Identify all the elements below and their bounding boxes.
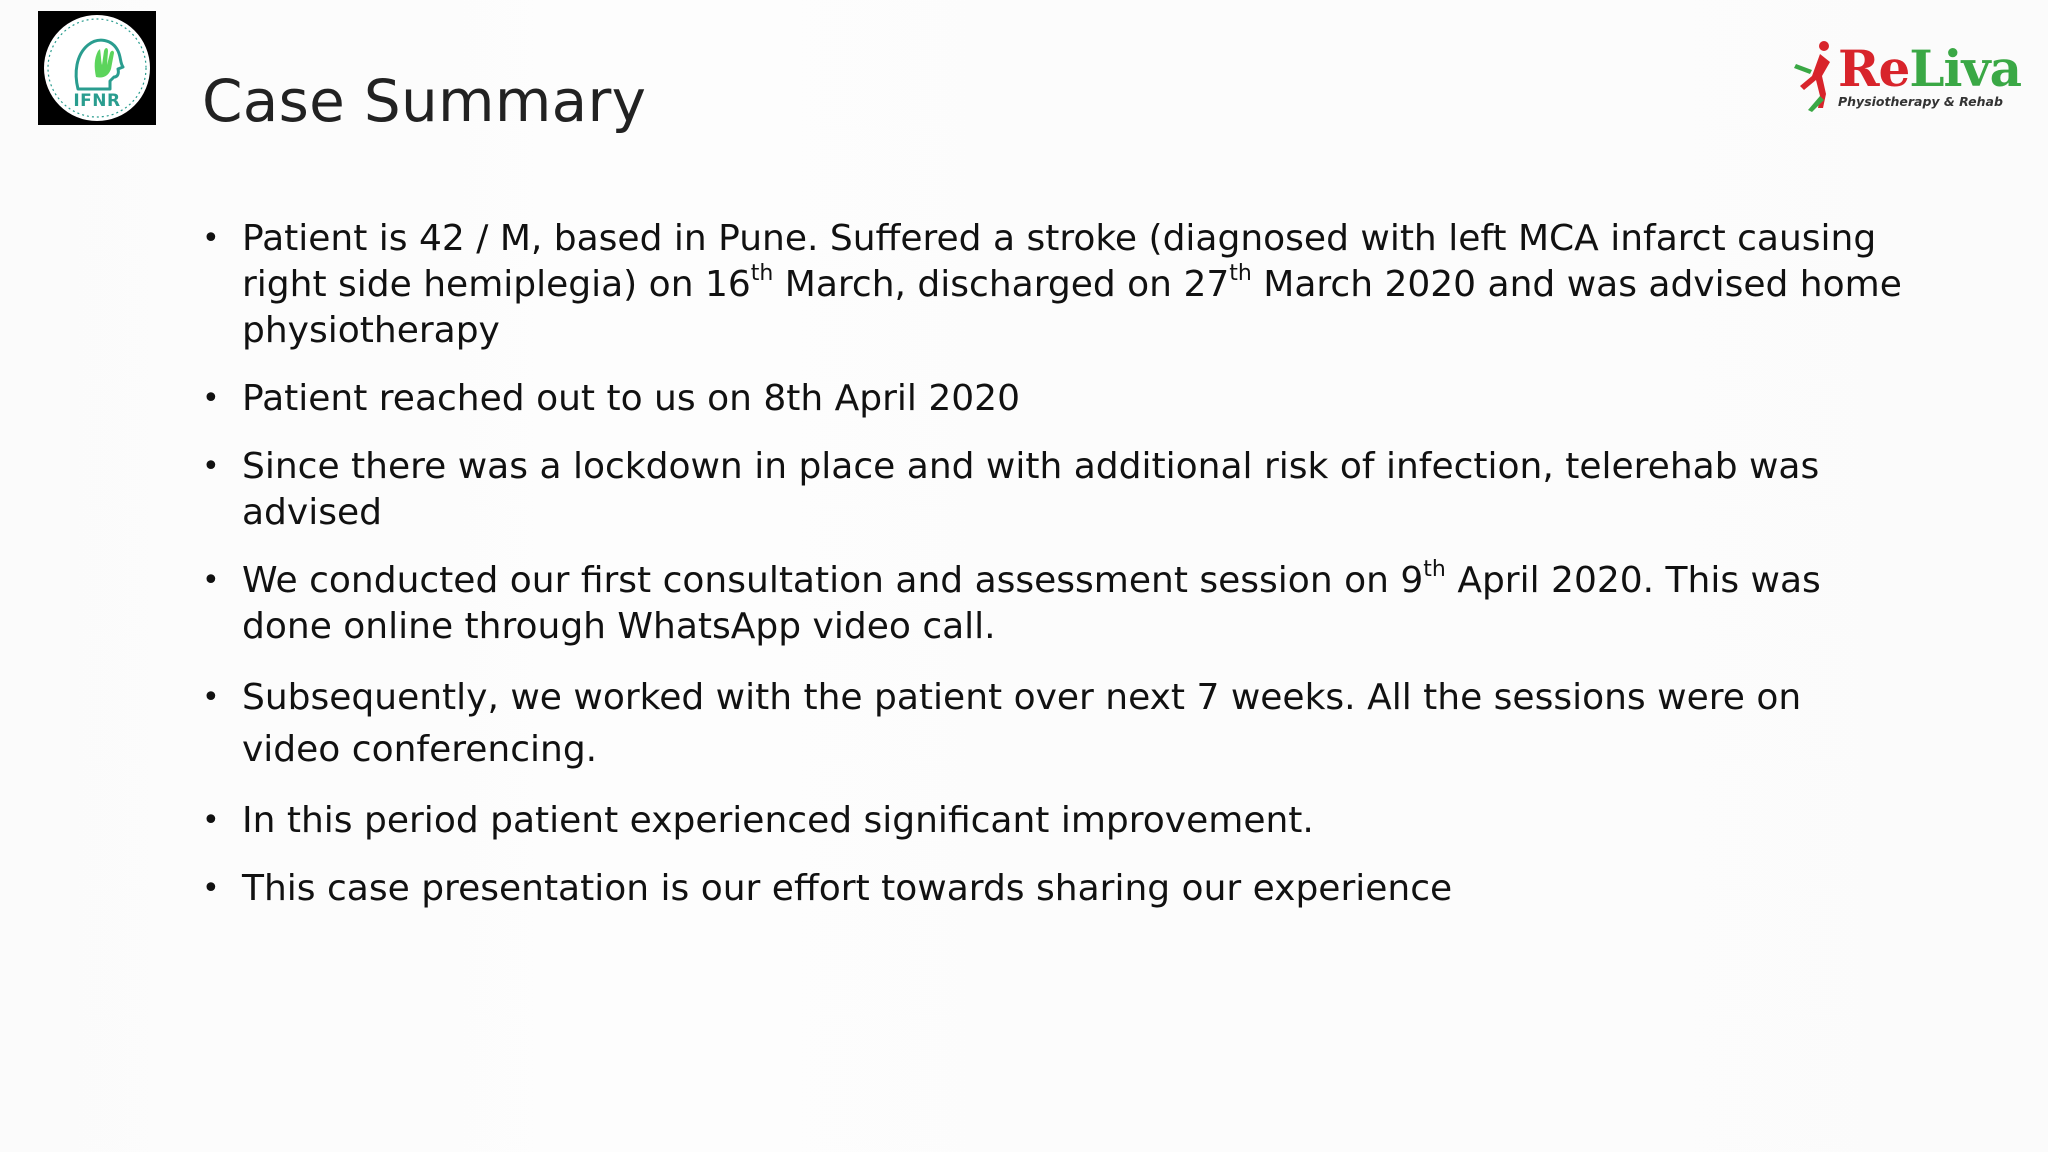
bullet-dot-icon: • <box>202 680 220 715</box>
reliva-wordmark <box>1838 39 2021 98</box>
bullet-item <box>200 558 1842 650</box>
bullet-text: Patient is 42 / M, based in Pune. Suffered a stroke (diagnosed with left MCA infarct causing right side hemiplegia) on 16 <box>242 218 1877 305</box>
reliva-logo <box>1790 36 2021 116</box>
ordinal-suffix: th <box>1423 557 1446 582</box>
bullet-text: April 2020. This was done online through WhatsApp video call. <box>242 560 1821 647</box>
ordinal-suffix: th <box>750 261 774 286</box>
bullet-text: This case presentation is our effort towards sharing our experience <box>242 868 1453 909</box>
bullet-text: March, discharged on 27 <box>773 264 1230 305</box>
bullet-item <box>200 866 1900 912</box>
bullet-text: We conducted our first consultation and assessment session on 9 <box>242 560 1424 601</box>
bullet-item <box>200 376 1900 422</box>
bullet-dot-icon: • <box>202 803 220 838</box>
slide-title: Case Summary <box>202 67 647 135</box>
bullet-item <box>200 798 1900 844</box>
bullet-text: In this period patient experienced significant improvement. <box>242 800 1314 841</box>
bullet-dot-icon: • <box>202 221 220 256</box>
bullet-text: Since there was a lockdown in place and with additional risk of infection, telerehab was advised <box>242 446 1820 533</box>
reliva-runner-icon <box>1790 36 1840 116</box>
bullet-text: Subsequently, we worked with the patient over next 7 weeks. All the sessions were on video conferencing. <box>242 677 1802 770</box>
reliva-name-liva: Liva <box>1909 39 2021 98</box>
bullet-item <box>200 216 1902 354</box>
ifnr-logo-text: IFNR <box>73 91 121 111</box>
bullet-dot-icon: • <box>202 449 220 484</box>
ordinal-suffix: th <box>1229 261 1252 286</box>
reliva-name-re: Re <box>1838 39 1910 98</box>
bullet-dot-icon: • <box>202 381 220 416</box>
bullet-item <box>200 672 1902 776</box>
bullet-list <box>200 216 1900 934</box>
bullet-dot-icon: • <box>202 563 220 598</box>
bullet-dot-icon: • <box>202 871 220 906</box>
ifnr-logo <box>38 11 156 125</box>
bullet-text: Patient reached out to us on 8th April 2020 <box>242 378 1020 419</box>
bullet-item <box>200 444 1842 536</box>
bullet-text: March 2020 and was advised home physiotherapy <box>242 264 1902 351</box>
reliva-tagline: Physiotherapy & Rehab <box>1838 94 2003 109</box>
